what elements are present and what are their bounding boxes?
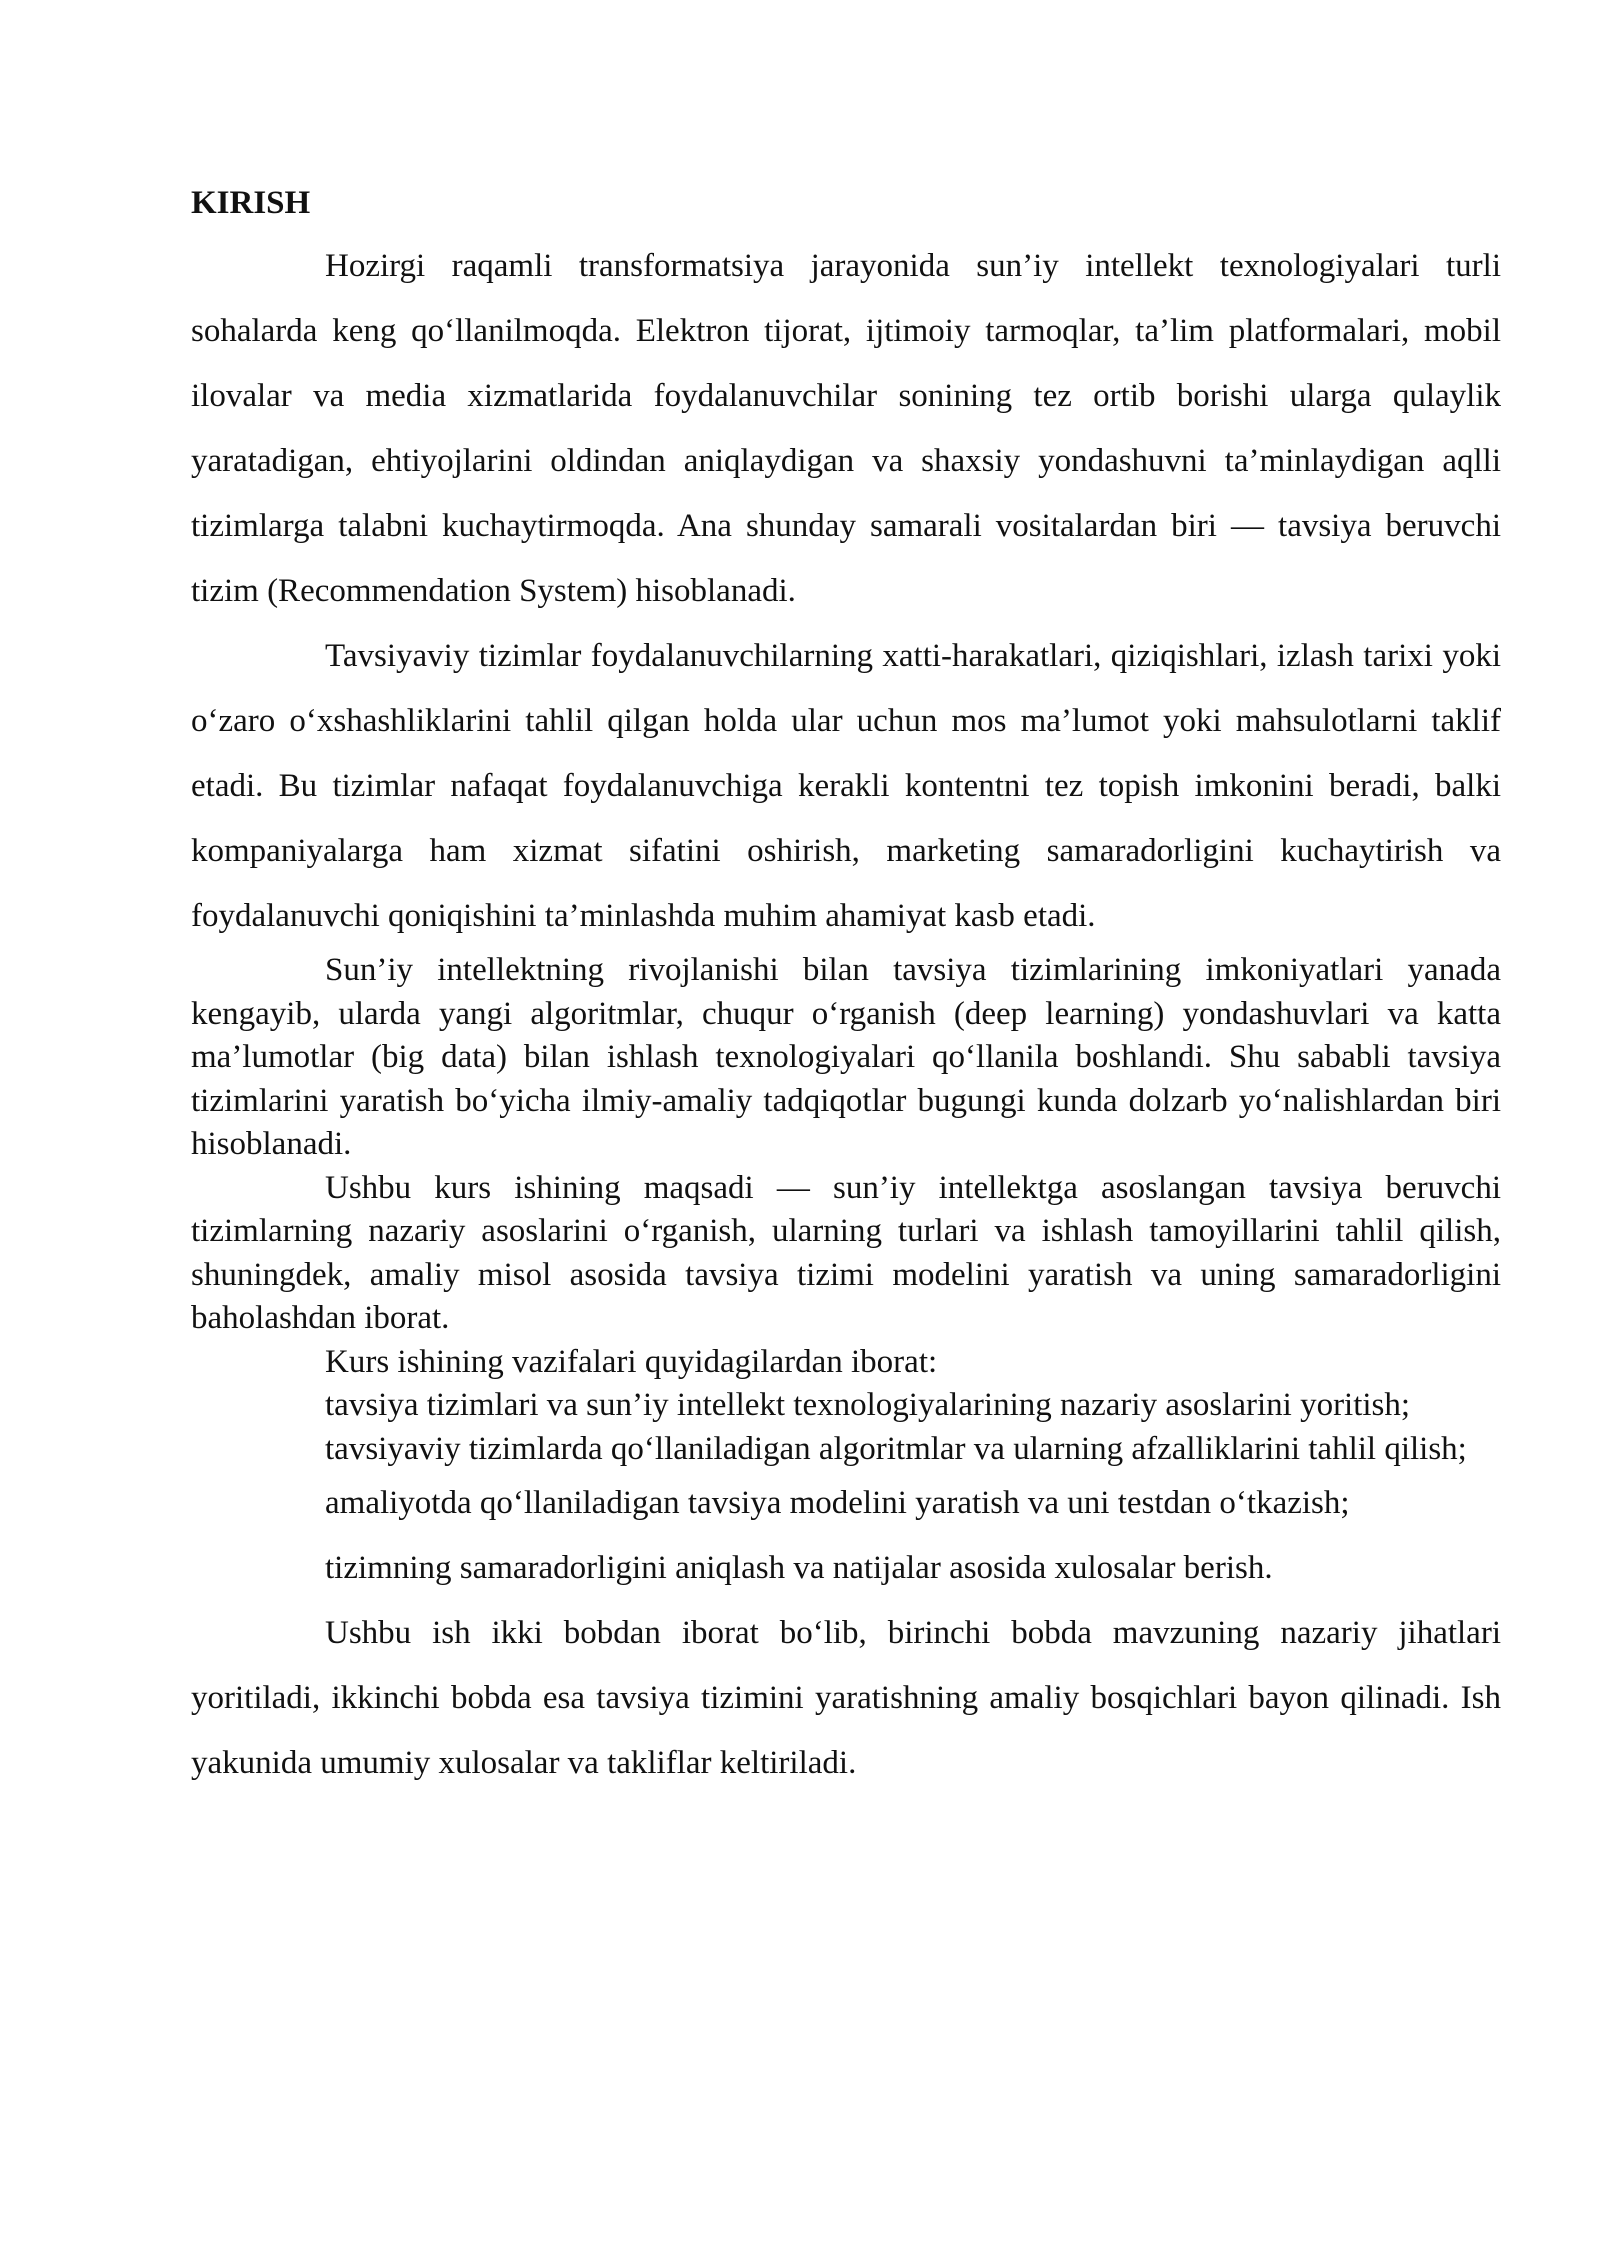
- paragraph-goal: Ushbu kurs ishining maqsadi — sun’iy intellektga asoslangan tavsiya beruvchi tizimlarning nazariy asoslarini o‘rganish, ularning turlari va ishlash tamoyillarini tahlil qilish, shuningdek, amaliy misol asosida tavsiya tizimi modelini yaratish va uning samaradorligini baholashdan iborat.: [191, 1169, 1501, 1336]
- paragraph-ai-development: Sun’iy intellektning rivojlanishi bilan tavsiya tizimlarining imkoniyatlari yanada kengayib, ularda yangi algoritmlar, chuqur o‘rganish (deep learning) yondashuvlari va katta ma’lumotlar (big data) bilan ishlash texnologiyalari qo‘llanila boshlandi. Shu sababli tavsiya tizimlarini yaratish bo‘yicha ilmiy-amaliy tadqiqotlar bugungi kunda dolzarb yo‘nalishlardan biri hisoblanadi.: [191, 952, 1501, 1162]
- task-item: tavsiya tizimlari va sun’iy intellekt texnologiyalarining nazariy asoslarini yoritish;: [325, 1387, 1411, 1423]
- paragraph-intro: Hozirgi raqamli transformatsiya jarayonida sun’iy intellekt texnologiyalari turli sohalarda keng qo‘llanilmoqda. Elektron tijorat, ijtimoiy tarmoqlar, ta’lim platformalari, mobil ilovalar va media xizmatlarida foydalanuvchilar sonining tez ortib borishi ularga qulaylik yaratadigan, ehtiyojlarini oldindan aniqlaydigan va shaxsiy yondashuvni ta’minlaydigan aqlli tizimlarga talabni kuchaytirmoqda. Ana shunday samarali vositalardan biri — tavsiya beruvchi tizim (Recommendation System) hisoblanadi.: [191, 248, 1501, 609]
- section-heading: KIRISH: [191, 185, 311, 221]
- paragraph-tasks-intro: Kurs ishining vazifalari quyidagilardan iborat:: [325, 1343, 938, 1380]
- task-item: amaliyotda qo‘llaniladigan tavsiya modelini yaratish va uni testdan o‘tkazish;: [325, 1485, 1350, 1521]
- paragraph-structure: Ushbu ish ikki bobdan iborat bo‘lib, birinchi bobda mavzuning nazariy jihatlari yoritiladi, ikkinchi bobda esa tavsiya tizimini yaratishning amaliy bosqichlari bayon qilinadi. Ish yakunida umumiy xulosalar va takliflar keltiriladi.: [191, 1615, 1501, 1781]
- document-page: [191, 178, 1501, 1796]
- task-item: tizimning samaradorligini aniqlash va natijalar asosida xulosalar berish.: [325, 1550, 1273, 1586]
- task-item: tavsiyaviy tizimlarda qo‘llaniladigan algoritmlar va ularning afzalliklarini tahlil qilish;: [325, 1430, 1467, 1467]
- paragraph-systems: Tavsiyaviy tizimlar foydalanuvchilarning xatti-harakatlari, qiziqishlari, izlash tarixi yoki o‘zaro o‘xshashliklarini tahlil qilgan holda ular uchun mos ma’lumot yoki mahsulotlarni taklif etadi. Bu tizimlar nafaqat foydalanuvchiga kerakli kontentni tez topish imkonini beradi, balki kompaniyalarga ham xizmat sifatini oshirish, marketing samaradorligini kuchaytirish va foydalanuvchi qoniqishini ta’minlashda muhim ahamiyat kasb etadi.: [191, 638, 1501, 934]
